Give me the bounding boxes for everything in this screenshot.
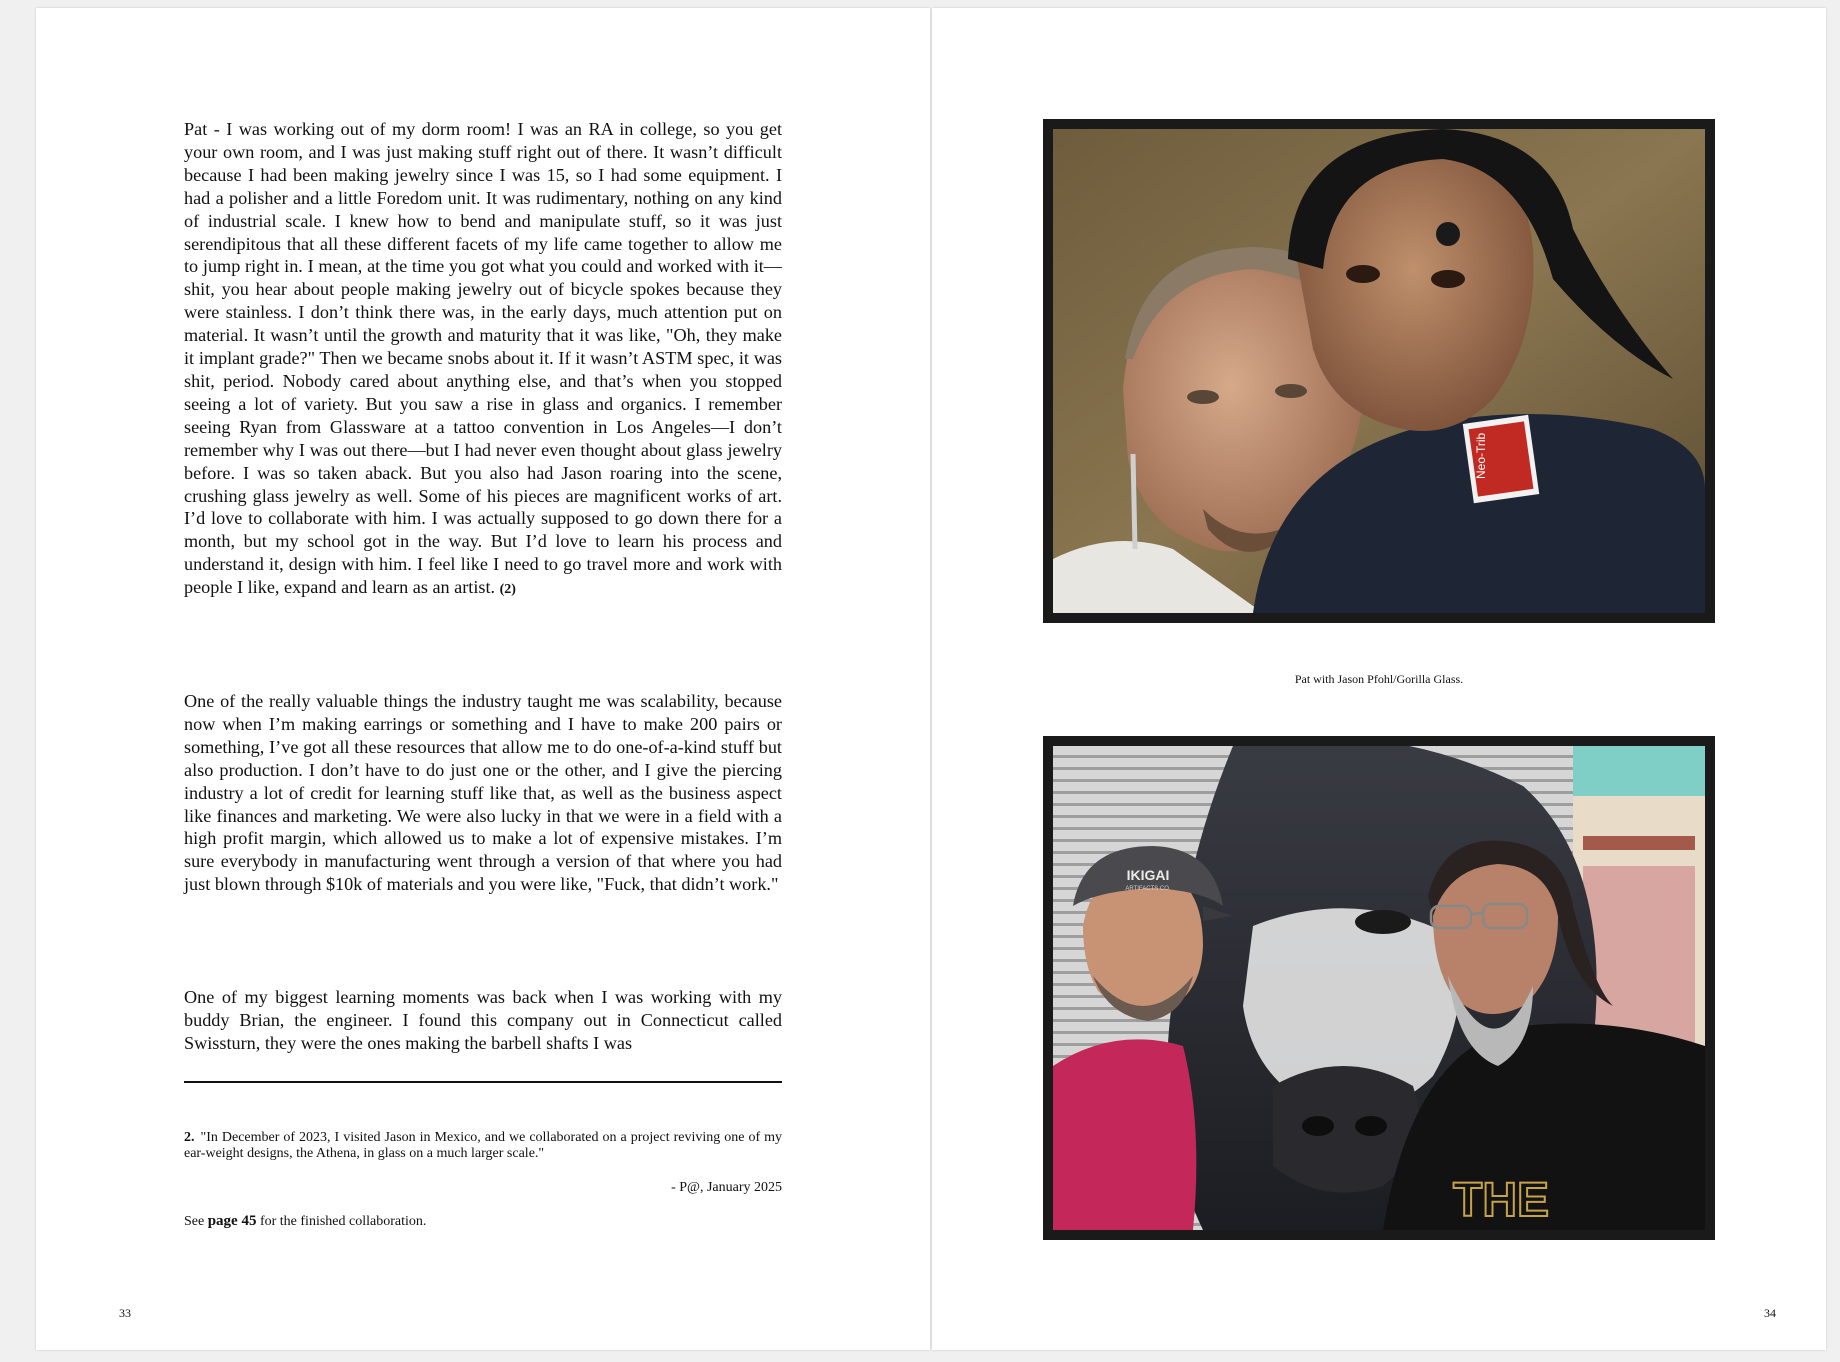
cap-logo-subtext: ARTIFACTS CO. [1125, 886, 1171, 892]
photo-pat-with-jason [1043, 119, 1715, 623]
footnote-see-also [184, 1213, 782, 1230]
page-number-right: 34 [1764, 1306, 1776, 1320]
shirt-logo-text: Neo-Trib [1474, 432, 1488, 479]
see-prefix: See [184, 1214, 205, 1229]
see-page-link[interactable]: page 45 [207, 1213, 257, 1229]
page-number-left: 33 [119, 1306, 131, 1320]
see-suffix: for the finished collaboration. [259, 1214, 427, 1229]
shirt-print-text: THE [1453, 1174, 1549, 1227]
footnote-number: 2. [184, 1130, 195, 1145]
footnote-text: "In December of 2023, I visited Jason in Mexico, and we collaborated on a project reviving one of my ear-weight designs, the Athena, in glass on a much larger scale." [184, 1130, 782, 1161]
right-page [932, 8, 1826, 1350]
paragraph-2-text: One of the really valuable things the industry taught me was scalability, because now when I’m making earrings or something and I have to make 200 pairs or something, I’ve got all these resources that allow me to do one-of-a-kind stuff but also production. I don’t have to do just one or the other, and I give the piercing industry a lot of credit for learning stuff like that, as well as the business aspect like finances and marketing. We were also lucky in that we were in a field with a high profit margin, which allowed us to make a lot of expensive mistakes. I’m sure everybody in manufacturing went through a version of that where you had just blown through $10k of materials and you were like, "Fuck, that didn’t work." [184, 691, 782, 895]
paragraph-1-text: Pat - I was working out of my dorm room! I was an RA in college, so you get your own room, and I was just making stuff right out of there. It wasn’t difficult because I had been making jewelry since I was 15, so I had some equipment. I had a polisher and a little Foredom unit. It was rudimentary, nothing on any kind of industrial scale. I knew how to bend and manipulate stuff, so it was just serendipitous that all these different facets of my life came together to allow me to jump right in. I mean, at the time you got what you could and worked with it—shit, you hear about people making jewelry out of bicycle spokes because they were stainless. I don’t think there was, in the early days, much attention put on material. It wasn’t until the growth and maturity that it was like, "Oh, they make it implant grade?" Then we became snobs about it. If it wasn’t ASTM spec, it was shit, period. Nobody cared about anything else, and that’s when you stopped seeing a lot of variety. But you saw a rise in glass and organics. I remember seeing Ryan from Glassware at a tattoo convention in Los Angeles—I don’t remember why I was out there—but I had never even thought about glass jewelry before. I was so taken aback. But you also had Jason roaring into the scene, crushing glass jewelry as well. Some of his pieces are magnificent works of art. I’d love to collaborate with him. I was actually supposed to go down there for a month, but my school got in the way. But I’d love to learn his process and understand it, design with him. I feel like I need to go travel more and work with people I like, expand and learn as an artist. [184, 119, 782, 598]
cap-logo-text: IKIGAI [1126, 867, 1170, 883]
footnote-reference[interactable]: (2) [499, 582, 516, 598]
left-page [36, 8, 930, 1350]
footnote-signature: - P@, January 2025 [671, 1180, 782, 1195]
footnote [184, 1130, 782, 1162]
photo-1-caption: Pat with Jason Pfohl/Gorilla Glass. [1294, 672, 1464, 686]
photo-1-image [1053, 129, 1705, 613]
photo-2-image [1053, 746, 1705, 1230]
paragraph-1 [184, 118, 782, 602]
paragraph-3 [184, 986, 782, 1054]
footnote-divider [184, 1081, 782, 1083]
photo-gorilla-mural [1043, 736, 1715, 1240]
paragraph-2 [184, 690, 782, 896]
paragraph-3-text: One of my biggest learning moments was back when I was working with my buddy Brian, the engineer. I found this company out in Connecticut called Swissturn, they were the ones making the barbell shafts I was [184, 987, 782, 1053]
